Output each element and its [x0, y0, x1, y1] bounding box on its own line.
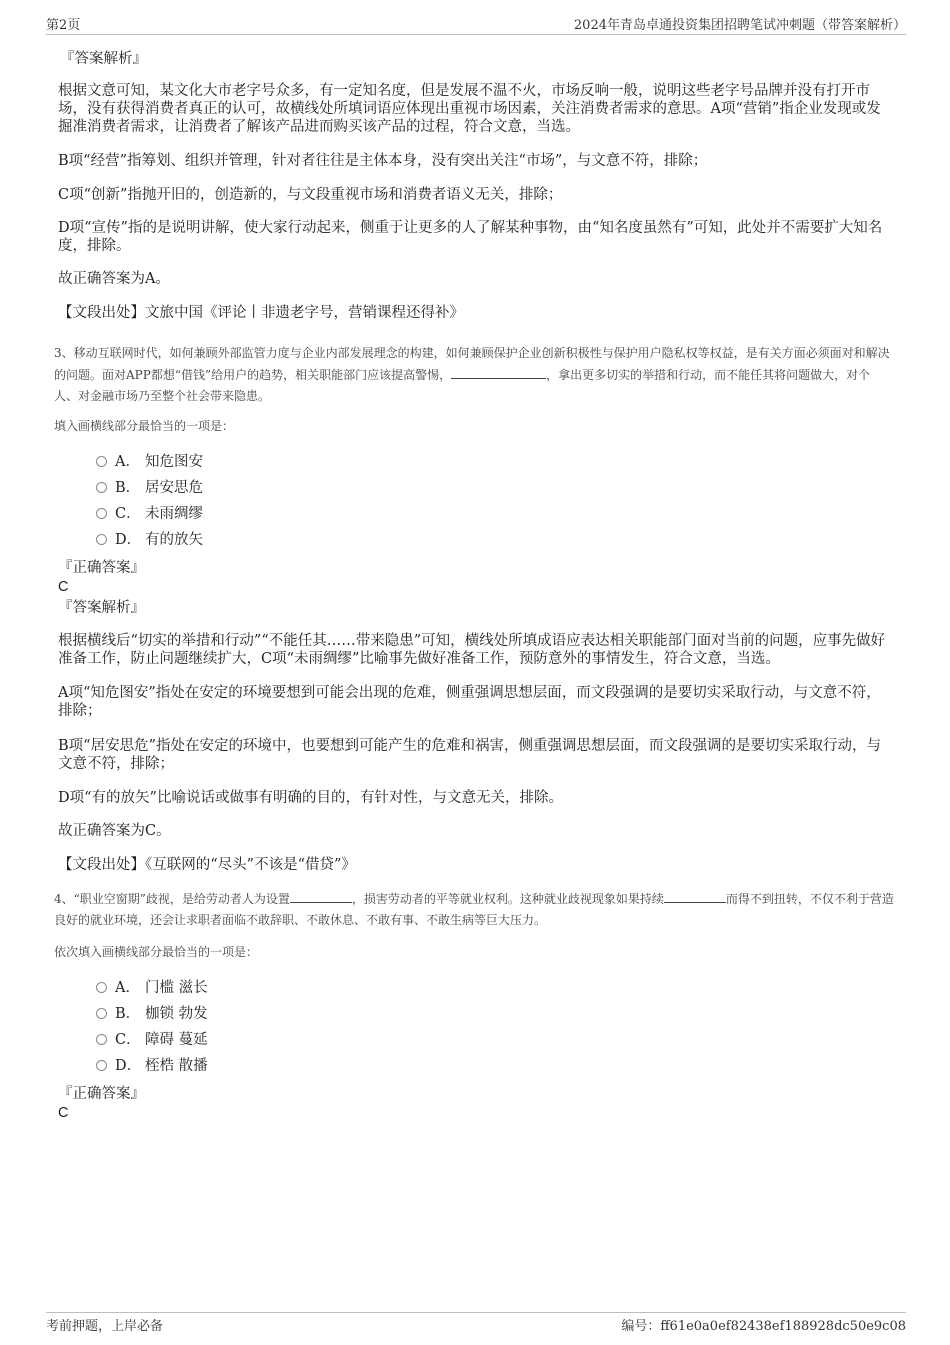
analysis-paragraph: B项“经营”指筹划、组织并管理，针对者往往是主体本身，没有突出关注“市场”，与文意不符，排除； — [58, 153, 708, 169]
question-stem: 3、移动互联网时代，如何兼顾外部监管力度与企业内部发展理念的构建，如何兼顾保护企业创新积极性与保护用户隐私权等权益，是有关方面必须面对和解决的问题。面对APP都想“借钱”给用户的趋势，相关职能部门应该提高警惕， ，拿出更多切实的举措和行动，而不能任其将问题做大，对个人、对金融市场乃至整个社会带来隐患。 — [54, 346, 890, 403]
question-stem: 4、“职业空窗期”歧视，是给劳动者人为设置 ，损害劳动者的平等就业权利。这种就业歧视现象如果持续 而得不到扭转，不仅不利于营造良好的就业环境，还会让求职者面临不敢辞职、不敢休息、不敢有事、不敢生病等巨大压力。 — [54, 888, 899, 931]
analysis-label: 『答案解析』 — [58, 600, 145, 616]
option-c[interactable]: C． 障碍 蔓延 — [96, 1030, 208, 1050]
question-instruction: 依次填入画横线部分最恰当的一项是： — [54, 945, 259, 959]
source-citation: 【文段出处】文旅中国《评论丨非遗老字号，营销课程还得补》 — [58, 305, 464, 321]
correct-answer-label: 『正确答案』 — [58, 560, 145, 576]
radio-icon[interactable] — [96, 482, 107, 493]
answer-blank — [664, 888, 726, 903]
document-title: 2024年青岛卓通投资集团招聘笔试冲刺题（带答案解析） — [573, 18, 906, 33]
option-a[interactable]: A． 门槛 滋长 — [96, 978, 208, 998]
analysis-paragraph: D项“有的放矢”比喻说话或做事有明确的目的，有针对性，与文意无关，排除。 — [58, 790, 563, 806]
answer-conclusion: 故正确答案为C。 — [58, 823, 171, 839]
page-header — [46, 12, 906, 35]
footer-slogan: 考前押题，上岸必备 — [46, 1319, 164, 1334]
option-d[interactable]: D． 桎梏 散播 — [96, 1056, 208, 1076]
option-c[interactable]: C． 未雨绸缪 — [96, 504, 203, 524]
analysis-label: 『答案解析』 — [60, 51, 147, 67]
radio-icon[interactable] — [96, 982, 107, 993]
document-id: 编号：ff61e0a0ef82438ef188928dc50e9c08 — [621, 1319, 906, 1334]
radio-icon[interactable] — [96, 456, 107, 467]
question-instruction: 填入画横线部分最恰当的一项是： — [54, 419, 235, 433]
option-b[interactable]: B． 居安思危 — [96, 478, 203, 498]
source-citation: 【文段出处】《互联网的“尽头”不该是“借贷”》 — [58, 857, 356, 873]
correct-answer: C — [58, 579, 69, 595]
page-number: 第2页 — [46, 18, 81, 33]
analysis-paragraph: B项“居安思危”指处在安定的环境中，也要想到可能产生的危难和祸害，侧重强调思想层面，而文段强调的是要切实采取行动，与文意不符，排除； — [58, 738, 881, 772]
radio-icon[interactable] — [96, 534, 107, 545]
radio-icon[interactable] — [96, 1034, 107, 1045]
option-d[interactable]: D． 有的放矢 — [96, 530, 203, 550]
page-footer — [46, 1312, 906, 1335]
analysis-paragraph: D项“宣传”指的是说明讲解，使大家行动起来，侧重于让更多的人了解某种事物，由“知名度虽然有”可知，此处并不需要扩大知名度，排除。 — [58, 220, 883, 254]
option-a[interactable]: A． 知危图安 — [96, 452, 203, 472]
analysis-paragraph: 根据横线后“切实的举措和行动”“不能任其……带来隐患”可知，横线处所填成语应表达相关职能部门面对当前的问题，应事先做好准备工作，防止问题继续扩大，C项“未雨绸缪”比喻事先做好准备工作，预防意外的事情发生，符合文意，当选。 — [58, 633, 886, 667]
answer-blank — [290, 888, 352, 903]
analysis-paragraph: 根据文意可知，某文化大市老字号众多，有一定知名度，但是发展不温不火，市场反响一般，说明这些老字号品牌并没有打开市场，没有获得消费者真正的认可，故横线处所填词语应体现出重视市场因素，关注消费者需求的意思。A项“营销”指企业发现或发掘准消费者需求，让消费者了解该产品进而购买该产品的过程，符合文意，当选。 — [58, 83, 881, 135]
radio-icon[interactable] — [96, 1008, 107, 1019]
answer-blank — [451, 364, 546, 379]
correct-answer: C — [58, 1105, 69, 1121]
radio-icon[interactable] — [96, 508, 107, 519]
analysis-paragraph: C项“创新”指抛开旧的，创造新的，与文段重视市场和消费者语义无关，排除； — [58, 187, 563, 203]
radio-icon[interactable] — [96, 1060, 107, 1071]
option-b[interactable]: B． 枷锁 勃发 — [96, 1004, 208, 1024]
correct-answer-label: 『正确答案』 — [58, 1086, 145, 1102]
answer-conclusion: 故正确答案为A。 — [58, 271, 170, 287]
analysis-paragraph: A项“知危图安”指处在安定的环境要想到可能会出现的危难，侧重强调思想层面，而文段强调的是要切实采取行动，与文意不符，排除； — [58, 685, 881, 719]
